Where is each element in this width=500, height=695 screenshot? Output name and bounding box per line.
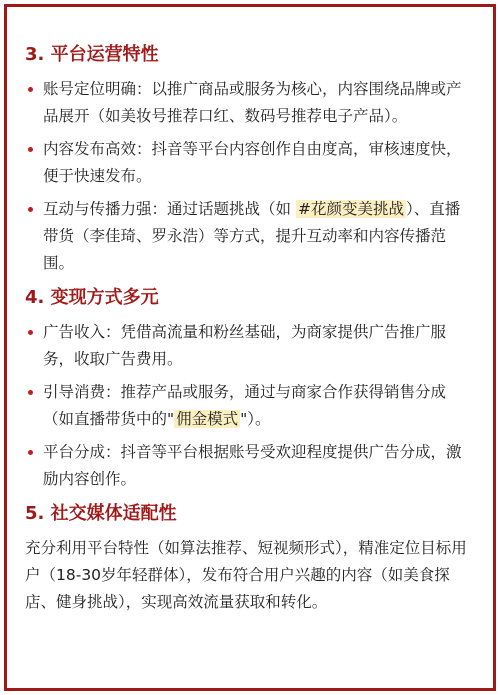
list-item	[25, 439, 475, 493]
list-item	[25, 319, 475, 373]
item-text: 抖音等平台内容创作自由度高，审核速度快，便于快速发布。	[43, 140, 462, 185]
item-label: 内容发布高效：	[43, 140, 152, 158]
section-heading-monetization: 4. 变现方式多元	[25, 287, 159, 308]
section-heading-social-media: 5. 社交媒体适配性	[25, 503, 177, 524]
item-text-post: "）。	[240, 410, 271, 428]
list-item	[25, 379, 475, 433]
highlighted-term: 佣金模式	[176, 410, 239, 428]
section-heading-platform-operation: 3. 平台运营特性	[25, 44, 159, 65]
item-text: 抖音等平台根据账号受欢迎程度提供广告分成，激励内容创作。	[43, 443, 462, 488]
monetization-list	[25, 319, 475, 493]
item-text: 以推广商品或服务为核心，内容围绕品牌或产品展开（如美妆号推荐口红、数码号推荐电子产品）。	[43, 80, 462, 125]
item-text-post: ）、直播带货（李佳琦、罗永浩）等方式，提升互动率和内容传播范围。	[43, 200, 461, 272]
item-text-pre: 推荐产品或服务，通过与商家合作获得销售分成（如直播带货中的"	[43, 383, 447, 428]
document-body	[25, 42, 475, 616]
item-label: 引导消费：	[43, 383, 121, 401]
item-text: 凭借高流量和粉丝基础，为商家提供广告推广服务，收取广告费用。	[43, 323, 447, 368]
social-media-paragraph: 充分利用平台特性（如算法推荐、短视频形式），精准定位目标用户（18-30岁年轻群体），发布符合用户兴趣的内容（如美食探店、健身挑战），实现高效流量获取和转化。	[25, 539, 467, 611]
highlighted-topic: #花颜变美挑战	[297, 200, 404, 218]
item-label: 广告收入：	[43, 323, 121, 341]
list-item	[25, 76, 475, 130]
item-label: 账号定位明确：	[43, 80, 152, 98]
item-label: 互动与传播力强：	[43, 200, 168, 218]
list-item	[25, 136, 475, 190]
platform-operation-list	[25, 76, 475, 277]
list-item	[25, 196, 475, 277]
item-text-pre: 通过话题挑战（如	[167, 200, 296, 218]
item-label: 平台分成：	[43, 443, 121, 461]
